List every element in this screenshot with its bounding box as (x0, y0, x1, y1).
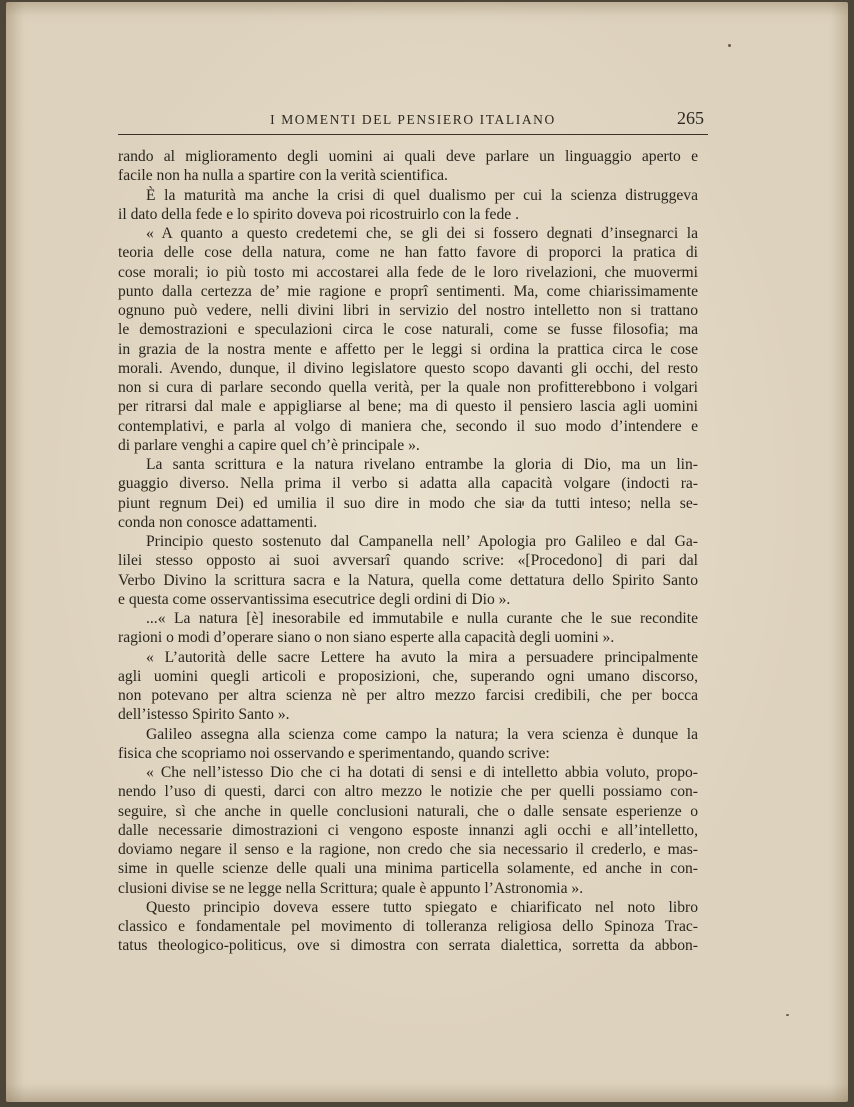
text-line: dalle necessarie dimostrazioni ci vengono esposte innanzi agli occhi e all’intelletto, (118, 821, 698, 839)
text-line: agli uomini quegli articoli e proposizioni, che, superando ogni umano discorso, (118, 667, 698, 685)
text-line: conda non conosce adattamenti. (118, 513, 318, 531)
text-line: facile non ha nulla a spartire con la verità scientifica. (118, 167, 448, 185)
text-line: cose morali; io più tosto mi accostarei alla fede de le loro rivelazioni, che muovermi (118, 263, 698, 281)
paper-speck (786, 1014, 789, 1016)
body-text (118, 147, 698, 956)
text-line: punto dalla certezza de’ mie ragione e proprî sentimenti. Ma, come chiarissimamente (118, 282, 698, 300)
text-line: doviamo negare il senso e la ragione, non credo che sia necessario il crederlo, e mas- (118, 841, 698, 858)
text-line: per ritrarsi dal male e appigliarse al bene; ma di questo il pensiero lascia agli uomini (118, 398, 698, 416)
running-title: I MOMENTI DEL PENSIERO ITALIANO (270, 112, 556, 127)
text-line: ragioni o modi d’operare siano o non siano esperte alla capacità degli uomini ». (118, 629, 615, 647)
text-line: teoria delle cose della natura, come ne han fatto favore di proporci la pratica di (118, 244, 698, 262)
text-line: seguire, sì che anche in quelle conclusioni naturali, che o dalle sensate esperienze o (118, 802, 698, 820)
text-line: contemplativi, e parla al volgo di maniera che, secondo il suo modo d’intendere e (118, 417, 698, 435)
text-line: classico e fondamentale pel movimento di tolleranza religiosa dello Spinoza Trac- (118, 918, 698, 935)
text-line: le demostrazioni e speculazioni circa le cose naturali, come se fusse filosofia; ma (118, 321, 698, 339)
text-line: clusioni divise se ne legge nella Scrittura; quale è appunto l’Astronomia ». (118, 879, 584, 897)
text-line: sime in quelle scienze delle quali una minima particella solamente, ed anche in con- (118, 860, 698, 878)
text-line: « L’autorità delle sacre Lettere ha avuto la mira a persuadere principalmente (146, 648, 698, 666)
text-line: rando al miglioramento degli uomini ai quali deve parlare un linguaggio aperto e (118, 148, 698, 165)
text-line: Verbo Divino la scrittura sacra e la Natura, quella come dettatura dello Spirito Santo (118, 571, 698, 589)
text-line: ...« La natura [è] inesorabile ed immutabile e nulla curante che le sue recondite (146, 610, 698, 627)
text-line: guaggio diverso. Nella prima il verbo si adatta alla capacità volgare (indocti ra- (118, 475, 698, 493)
text-line: tatus theologico-politicus, ove si dimostra con serrata dialettica, sorretta da abbon- (118, 937, 698, 955)
text-line: « A quanto a questo credetemi che, se gli dei si fossero degnati d’insegnarci la (146, 225, 698, 242)
text-line: Galileo assegna alla scienza come campo la natura; la vera scienza è dunque la (146, 725, 698, 743)
text-line: di parlare venghi a capire quel ch’è principale ». (118, 436, 420, 454)
page-number: 265 (677, 108, 704, 128)
text-line: non si cura di parlare secondo quella verità, per la quale non profitterebbono i volgari (118, 379, 698, 396)
text-line: « Che nell’istesso Dio che ci ha dotati di sensi e di intelletto abbia voluto, propo- (146, 764, 698, 781)
text-line: in grazia de la nostra mente e affetto per le leggi si ordina la prattica circa le cose (118, 340, 698, 358)
text-line: morali. Avendo, dunque, il divino legislatore questo scopo davanti gli occhi, del resto (118, 359, 698, 377)
text-line: piunt regnum Dei) ed umilia il suo dire in modo che sia da tutti inteso; nella se- (118, 494, 698, 512)
text-line: ognuno può vedere, nelli divini libri in servizio del nostro intelletto non si trattano (118, 302, 698, 319)
text-line: È la maturità ma anche la crisi di quel dualismo per cui la scienza distruggeva (146, 186, 698, 204)
text-line: il dato della fede e lo spirito doveva poi ricostruirlo con la fede . (118, 205, 519, 223)
running-head (118, 106, 708, 135)
text-line: Questo principio doveva essere tutto spiegato e chiarificato nel noto libro (146, 898, 698, 916)
text-line: Principio questo sostenuto dal Campanella nell’ Apologia pro Galileo e dal Ga- (146, 533, 698, 550)
text-line: La santa scrittura e la natura rivelano entrambe la gloria di Dio, ma un lin- (146, 456, 698, 473)
text-line: nendo l’uso di questi, darci con altro mezzo le notizie che per quelli possiamo con- (118, 783, 698, 801)
text-line: dell’istesso Spirito Santo ». (118, 706, 290, 724)
text-line: lilei stesso opposto ai suoi avversarî quando scrive: «[Procedono] di pari dal (118, 552, 698, 570)
text-line: non potevano per altra scienza nè per altro mezzo farcisi credibili, che per bocca (118, 687, 698, 704)
text-line: fisica che scopriamo noi osservando e sperimentando, quando scrive: (118, 744, 550, 762)
paper-speck (728, 44, 731, 47)
text-line: e questa come osservantissima esecutrice degli ordini di Dio ». (118, 590, 511, 608)
